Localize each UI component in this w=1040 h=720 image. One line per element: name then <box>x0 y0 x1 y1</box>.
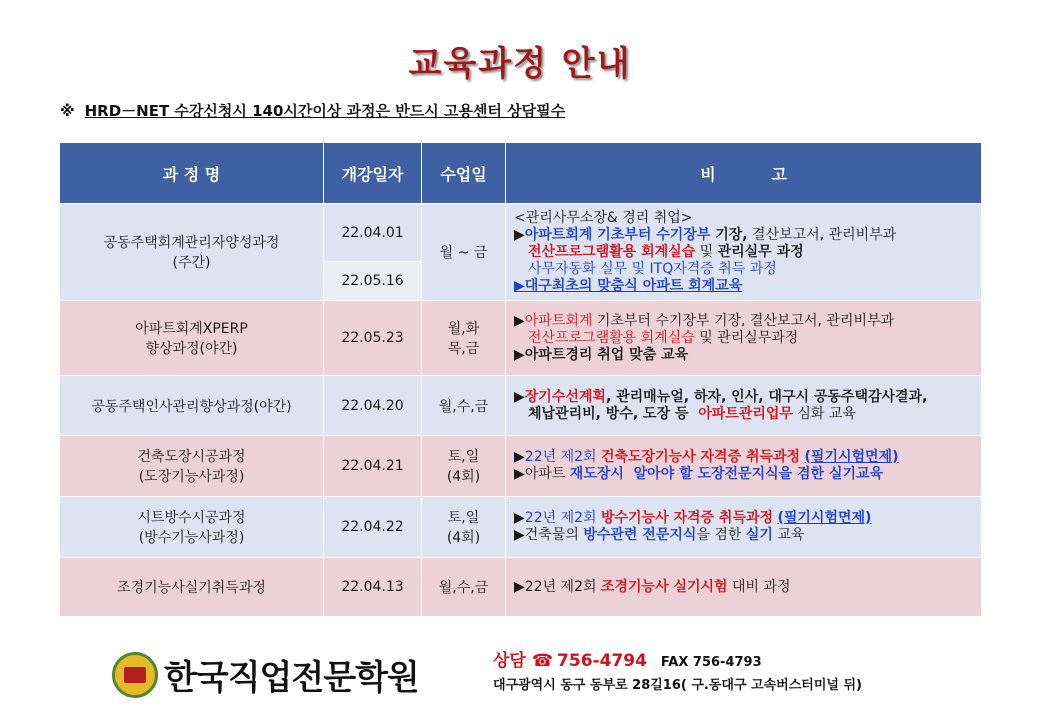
notice <box>60 100 565 121</box>
remarks-cell <box>506 558 982 617</box>
course-session: (방수기능사과정) <box>138 530 245 546</box>
remark-line: ▶건축물의 방수관련 전문지식을 겸한 실기 교육 <box>514 527 805 543</box>
table-row <box>60 436 982 497</box>
class-days-cell: 월,수,금 <box>422 376 506 436</box>
class-days-cell: 토,일 (4회) <box>422 497 506 558</box>
course-session: (도장기능사과정) <box>138 469 245 485</box>
remarks-cell <box>506 376 982 436</box>
header-start-date: 개강일자 <box>324 143 422 204</box>
academy-logo <box>112 650 419 699</box>
contact-label: 상담 <box>493 651 526 671</box>
academy-emblem-icon <box>112 652 158 698</box>
course-name-cell <box>60 204 324 301</box>
table-row <box>60 558 982 617</box>
course-name-cell <box>60 497 324 558</box>
remark-line: 체납관리비, 방수, 도장 등 아파트관리업무 심화 교육 <box>528 405 856 422</box>
academy-name: 한국직업전문학원 <box>164 658 419 698</box>
course-name-cell <box>60 376 324 436</box>
class-days-cell: 월,수,금 <box>422 558 506 617</box>
table-row <box>60 497 982 558</box>
start-date-cell: 22.05.16 <box>324 262 422 301</box>
class-days-cell: 월,화 목,금 <box>422 301 506 376</box>
start-date-cell: 22.05.23 <box>324 301 422 376</box>
remark-line: ▶아파트경리 취업 맞춤 교육 <box>514 346 689 363</box>
course-name-cell <box>60 301 324 376</box>
fax-number: FAX 756-4793 <box>660 655 762 670</box>
remark-line: ▶아파트 재도장시 알아야 할 도장전문지식을 겸한 실기교육 <box>514 466 884 482</box>
course-name-cell <box>60 558 324 617</box>
remark-line: 사무자동화 실무 및 ITQ자격증 취득 과정 <box>528 260 777 277</box>
start-date-cell: 22.04.20 <box>324 376 422 436</box>
remark-line: ▶22년 제2회 방수기능사 자격증 취득과정 (필기시험면제) <box>514 510 872 526</box>
table-row <box>60 376 982 436</box>
header-remarks: 비 고 <box>506 143 982 204</box>
phone-number[interactable]: 756-4794 <box>557 651 647 671</box>
remarks-cell <box>506 301 982 376</box>
table-row <box>60 301 982 376</box>
remark-line: ▶아파트회계 기초부터 수기장부 기장, 결산보고서, 관리비부과 <box>514 226 897 243</box>
course-table <box>59 142 982 617</box>
remark-line: ▶대구최초의 맞춤식 아파트 회계교육 <box>514 277 743 294</box>
remark-line: ▶아파트회계 기초부터 수기장부 기장, 결산보고서, 관리비부과 <box>514 312 895 329</box>
course-name: 조경기능사실기취득과정 <box>117 580 266 596</box>
course-name: 공동주택인사관리향상과정(야간) <box>91 398 292 415</box>
course-session: 향상과정(야간) <box>145 341 238 357</box>
remarks-cell <box>506 204 982 301</box>
header-class-days: 수업일 <box>422 143 506 204</box>
remarks-cell <box>506 436 982 497</box>
remark-line: 전산프로그램활용 회계실습 및 관리실무과정 <box>528 329 799 346</box>
contact-info <box>493 646 862 693</box>
remark-line: ▶22년 제2회 조경기능사 실기시험 대비 과정 <box>514 578 791 595</box>
course-name: 아파트회계XPERP <box>135 321 248 337</box>
address: 대구광역시 동구 동부로 28길16( 구.동대구 고속버스터미널 뒤) <box>493 678 862 693</box>
class-days-cell: 토,일 (4회) <box>422 436 506 497</box>
start-date-cell: 22.04.13 <box>324 558 422 617</box>
remark-line: 전산프로그램활용 회계실습 및 관리실무 과정 <box>528 243 804 260</box>
class-days-cell: 월 ~ 금 <box>422 204 506 301</box>
remarks-cell <box>506 497 982 558</box>
page-title: 교육과정 안내 <box>408 44 632 84</box>
phone-icon: ☎ <box>531 651 554 671</box>
remark-line: <관리사무소장& 경리 취업> <box>514 209 693 226</box>
notice-mark: ※ <box>60 102 75 120</box>
course-name: 공동주택회계관리자양성과정 <box>103 235 280 251</box>
start-date-cell: 22.04.01 <box>324 204 422 262</box>
course-name: 건축도장시공과정 <box>137 449 246 465</box>
notice-text: HRD－NET 수강신청시 140시간이상 과정은 반드시 고용센터 상담필수 <box>84 102 566 120</box>
course-name-cell <box>60 436 324 497</box>
course-session: (주간) <box>172 255 211 271</box>
start-date-cell: 22.04.22 <box>324 497 422 558</box>
course-name: 시트방수시공과정 <box>137 510 246 526</box>
remark-line: ▶22년 제2회 건축도장기능사 자격증 취득과정 (필기시험면제) <box>514 449 899 465</box>
start-date-cell: 22.04.21 <box>324 436 422 497</box>
header-course-name: 과 정 명 <box>60 143 324 204</box>
remark-line: ▶장기수선계획, 관리매뉴얼, 하자, 인사, 대구시 공동주택감사결과, <box>514 388 928 405</box>
table-row <box>60 204 982 262</box>
